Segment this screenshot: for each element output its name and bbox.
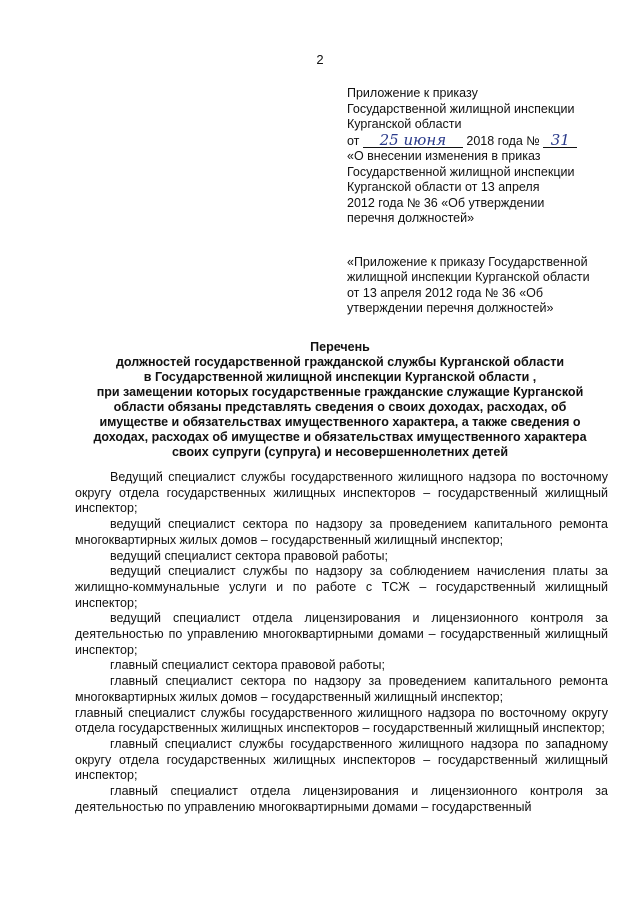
page-number: 2 bbox=[316, 52, 324, 67]
quote-line-1: «Приложение к приказу Государственной bbox=[347, 254, 588, 269]
position-item: главный специалист сектора правовой работы; bbox=[110, 658, 385, 673]
quote-line-3: от 13 апреля 2012 года № 36 «Об bbox=[347, 285, 544, 300]
title-line-1: Перечень bbox=[310, 340, 370, 354]
title-line-5: области обязаны представлять сведения о своих доходах, расходах, об bbox=[113, 400, 567, 414]
appendix-line-1: Приложение к приказу bbox=[347, 86, 478, 100]
appendix-line-3: Курганской области bbox=[347, 117, 462, 131]
document-title bbox=[70, 340, 610, 460]
title-line-4: при замещении которых государственные гражданские служащие Курганской bbox=[96, 385, 584, 399]
position-item: главный специалист отдела лицензирования и лицензионного контроля за деятельностью по управлению многоквартирными домами – государственный bbox=[75, 784, 608, 814]
position-item: главный специалист сектора по надзору за проведением капитального ремонта многоквартирных жилых домов – государственный жилищный инспектор; bbox=[75, 674, 608, 704]
title-line-7: доходах, расходах об имуществе и обязательствах имущественного характера bbox=[93, 430, 587, 444]
position-item: ведущий специалист сектора правовой работы; bbox=[110, 548, 388, 563]
position-item: главный специалист службы государственного жилищного надзора по восточному округу отдела государственных жилищных инспекторов – государственный жилищный инспектор; bbox=[75, 705, 608, 736]
amend-line-1: «О внесении изменения в приказ bbox=[347, 149, 541, 163]
quote-line-4: утверждении перечня должностей» bbox=[347, 301, 554, 315]
position-item: ведущий специалист сектора по надзору за проведением капитального ремонта многоквартирных жилых домов – государственный жилищный инспектор; bbox=[75, 517, 608, 547]
order-date-line bbox=[347, 130, 609, 150]
amend-line-4: 2012 года № 36 «Об утверждении bbox=[347, 195, 545, 210]
title-line-3: в Государственной жилищной инспекции Курганской области , bbox=[143, 370, 537, 384]
amend-line-2: Государственной жилищной инспекции bbox=[347, 164, 575, 179]
position-item: Ведущий специалист службы государственного жилищного надзора по восточному округу отдела государственных жилищных инспекторов – государственный жилищный инспектор; bbox=[75, 470, 608, 516]
handwritten-order-number: 31 bbox=[543, 133, 577, 148]
position-item: главный специалист службы государственного жилищного надзора по западному округу отдела государственных жилищных инспекторов – государственный жилищный инспектор; bbox=[75, 736, 608, 783]
appendix-line-2: Государственной жилищной инспекции bbox=[347, 101, 575, 116]
order-year: 2018 года № bbox=[466, 133, 540, 148]
positions-list bbox=[75, 470, 608, 815]
position-item: ведущий специалист службы по надзору за соблюдением начисления платы за жилищно-коммунальные услуги и по работе с ТСЖ – государственный жилищный инспектор; bbox=[75, 564, 608, 610]
handwritten-date: 25 июня bbox=[363, 133, 463, 148]
title-line-6: имуществе и обязательствах имущественного характера, а также сведения о bbox=[99, 415, 581, 429]
title-line-2: должностей государственной гражданской службы Курганской области bbox=[115, 355, 565, 369]
quote-line-2: жилищной инспекции Курганской области bbox=[347, 270, 590, 284]
position-item: ведущий специалист отдела лицензирования и лицензионного контроля за деятельностью по управлению многоквартирными домами – государственный жилищный инспектор; bbox=[75, 611, 608, 657]
amend-line-5: перечня должностей» bbox=[347, 211, 475, 225]
title-line-8: своих супруги (супруга) и несовершеннолетних детей bbox=[171, 445, 509, 459]
appendix-header bbox=[347, 86, 609, 317]
date-prefix: от bbox=[347, 133, 360, 148]
amend-line-3: Курганской области от 13 апреля bbox=[347, 180, 540, 194]
